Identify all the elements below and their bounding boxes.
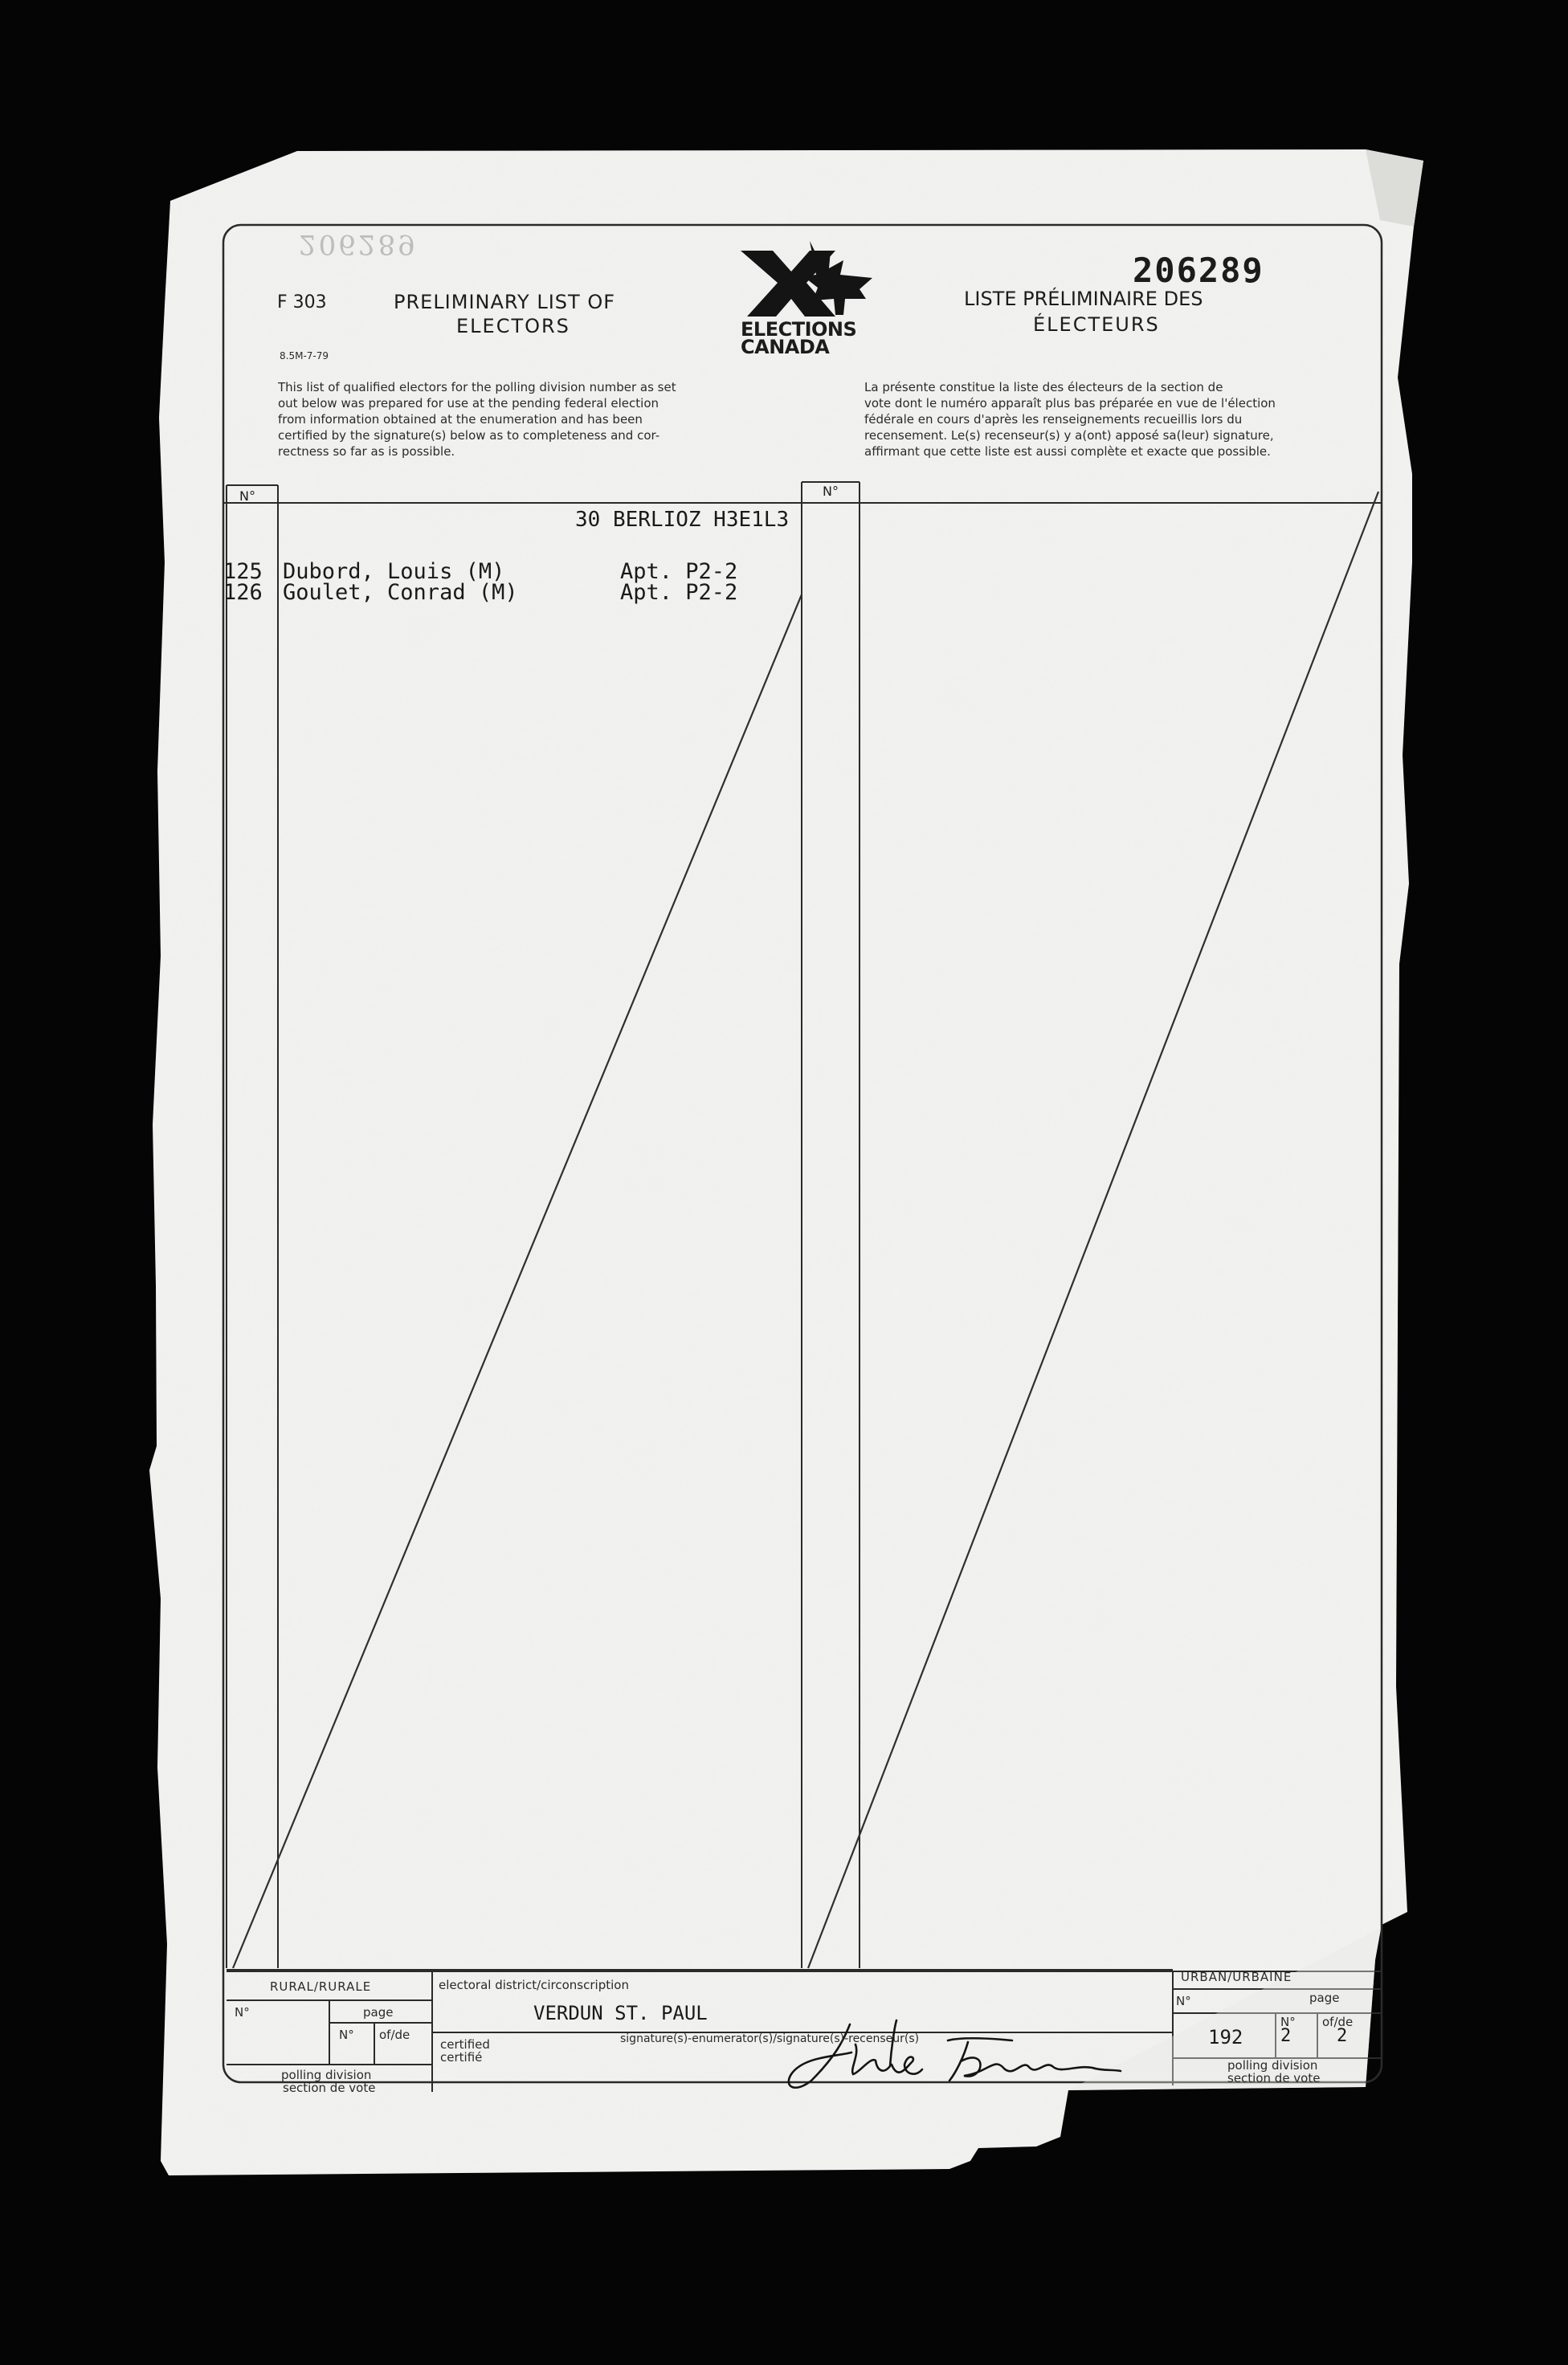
intro-en-line: out below was prepared for use at the pending federal election [278, 396, 659, 411]
logo-line2: CANADA [741, 336, 830, 358]
print-code: 8.5M-7-79 [280, 350, 329, 361]
title-en-line1: PRELIMINARY LIST OF [394, 291, 616, 313]
title-en-line2: ELECTORS [456, 315, 570, 337]
stamp-number: 206289 [299, 228, 418, 260]
entry-125-no: 125 [223, 559, 263, 584]
electoral-district-value: VERDUN ST. PAUL [533, 2002, 708, 2024]
intro-fr-line: recensement. Le(s) recenseur(s) y a(ont) apposé sa(leur) signature, [864, 428, 1274, 443]
title-fr-line2: ÉLECTEURS [1033, 313, 1160, 336]
urban-polling-division-fr: section de vote [1227, 2071, 1321, 2085]
certified-en: certified [440, 2037, 490, 2052]
electoral-district-label: electoral district/circonscription [439, 1978, 629, 1992]
intro-en-line: certified by the signature(s) below as to completeness and cor- [278, 428, 660, 443]
intro-en-line: from information obtained at the enumeration and has been [278, 412, 643, 427]
rural-label: RURAL/RURALE [270, 1979, 372, 1994]
title-fr-line1: LISTE PRÉLIMINAIRE DES [964, 288, 1203, 310]
rural-polling-division-en: polling division [281, 2068, 372, 2082]
certified-fr: certifié [440, 2050, 483, 2065]
right-no-column-header: N° [823, 484, 839, 499]
signature-label: signature(s)-enumerator(s)/signature(s)-recenseur(s) [620, 2032, 920, 2045]
urban-polling-division-en: polling division [1227, 2058, 1318, 2073]
intro-paragraph-fr [864, 379, 1329, 460]
rural-page-no-label: N° [339, 2028, 354, 2042]
intro-fr-line: La présente constitue la liste des électeurs de la section de [864, 380, 1223, 394]
entry-125-address: Apt. P2-2 [620, 559, 738, 584]
urban-page-number: 2 [1280, 2026, 1292, 2046]
urban-page-of: 2 [1337, 2026, 1348, 2046]
left-no-column-header: N° [239, 488, 255, 504]
intro-fr-line: affirmant que cette liste est aussi complète et exacte que possible. [864, 444, 1271, 459]
rural-of-label: of/de [379, 2028, 410, 2042]
urban-of-label: of/de [1322, 2015, 1354, 2029]
intro-fr-line: vote dont le numéro apparaît plus bas préparée en vue de l'élection [864, 396, 1276, 411]
intro-fr-line: fédérale en cours d'après les renseignements recueillis lors du [864, 412, 1243, 427]
urban-page-label: page [1309, 1991, 1340, 2005]
urban-no-label: N° [1176, 1994, 1191, 2008]
rural-page-label: page [363, 2005, 394, 2020]
form-number: F 303 [277, 292, 327, 312]
entry-126-address: Apt. P2-2 [620, 580, 738, 605]
entry-125-name: Dubord, Louis (M) [283, 559, 505, 584]
logo-line1: ELECTIONS [741, 318, 857, 341]
rural-no-label: N° [235, 2005, 250, 2020]
intro-en-line: This list of qualified electors for the polling division number as set [278, 380, 676, 394]
entry-126-no: 126 [223, 580, 263, 605]
intro-paragraph-en [278, 379, 745, 460]
urban-polling-number: 192 [1208, 2026, 1243, 2048]
urban-page-no-label: N° [1280, 2015, 1296, 2029]
entry-126-name: Goulet, Conrad (M) [283, 580, 518, 605]
street-heading: 30 BERLIOZ H3E1L3 [575, 508, 790, 532]
rural-polling-division-fr: section de vote [283, 2081, 376, 2095]
serial-number: 206289 [1133, 251, 1264, 290]
urban-label: URBAN/URBAINE [1181, 1970, 1292, 1984]
intro-en-line: rectness so far as is possible. [278, 444, 455, 459]
